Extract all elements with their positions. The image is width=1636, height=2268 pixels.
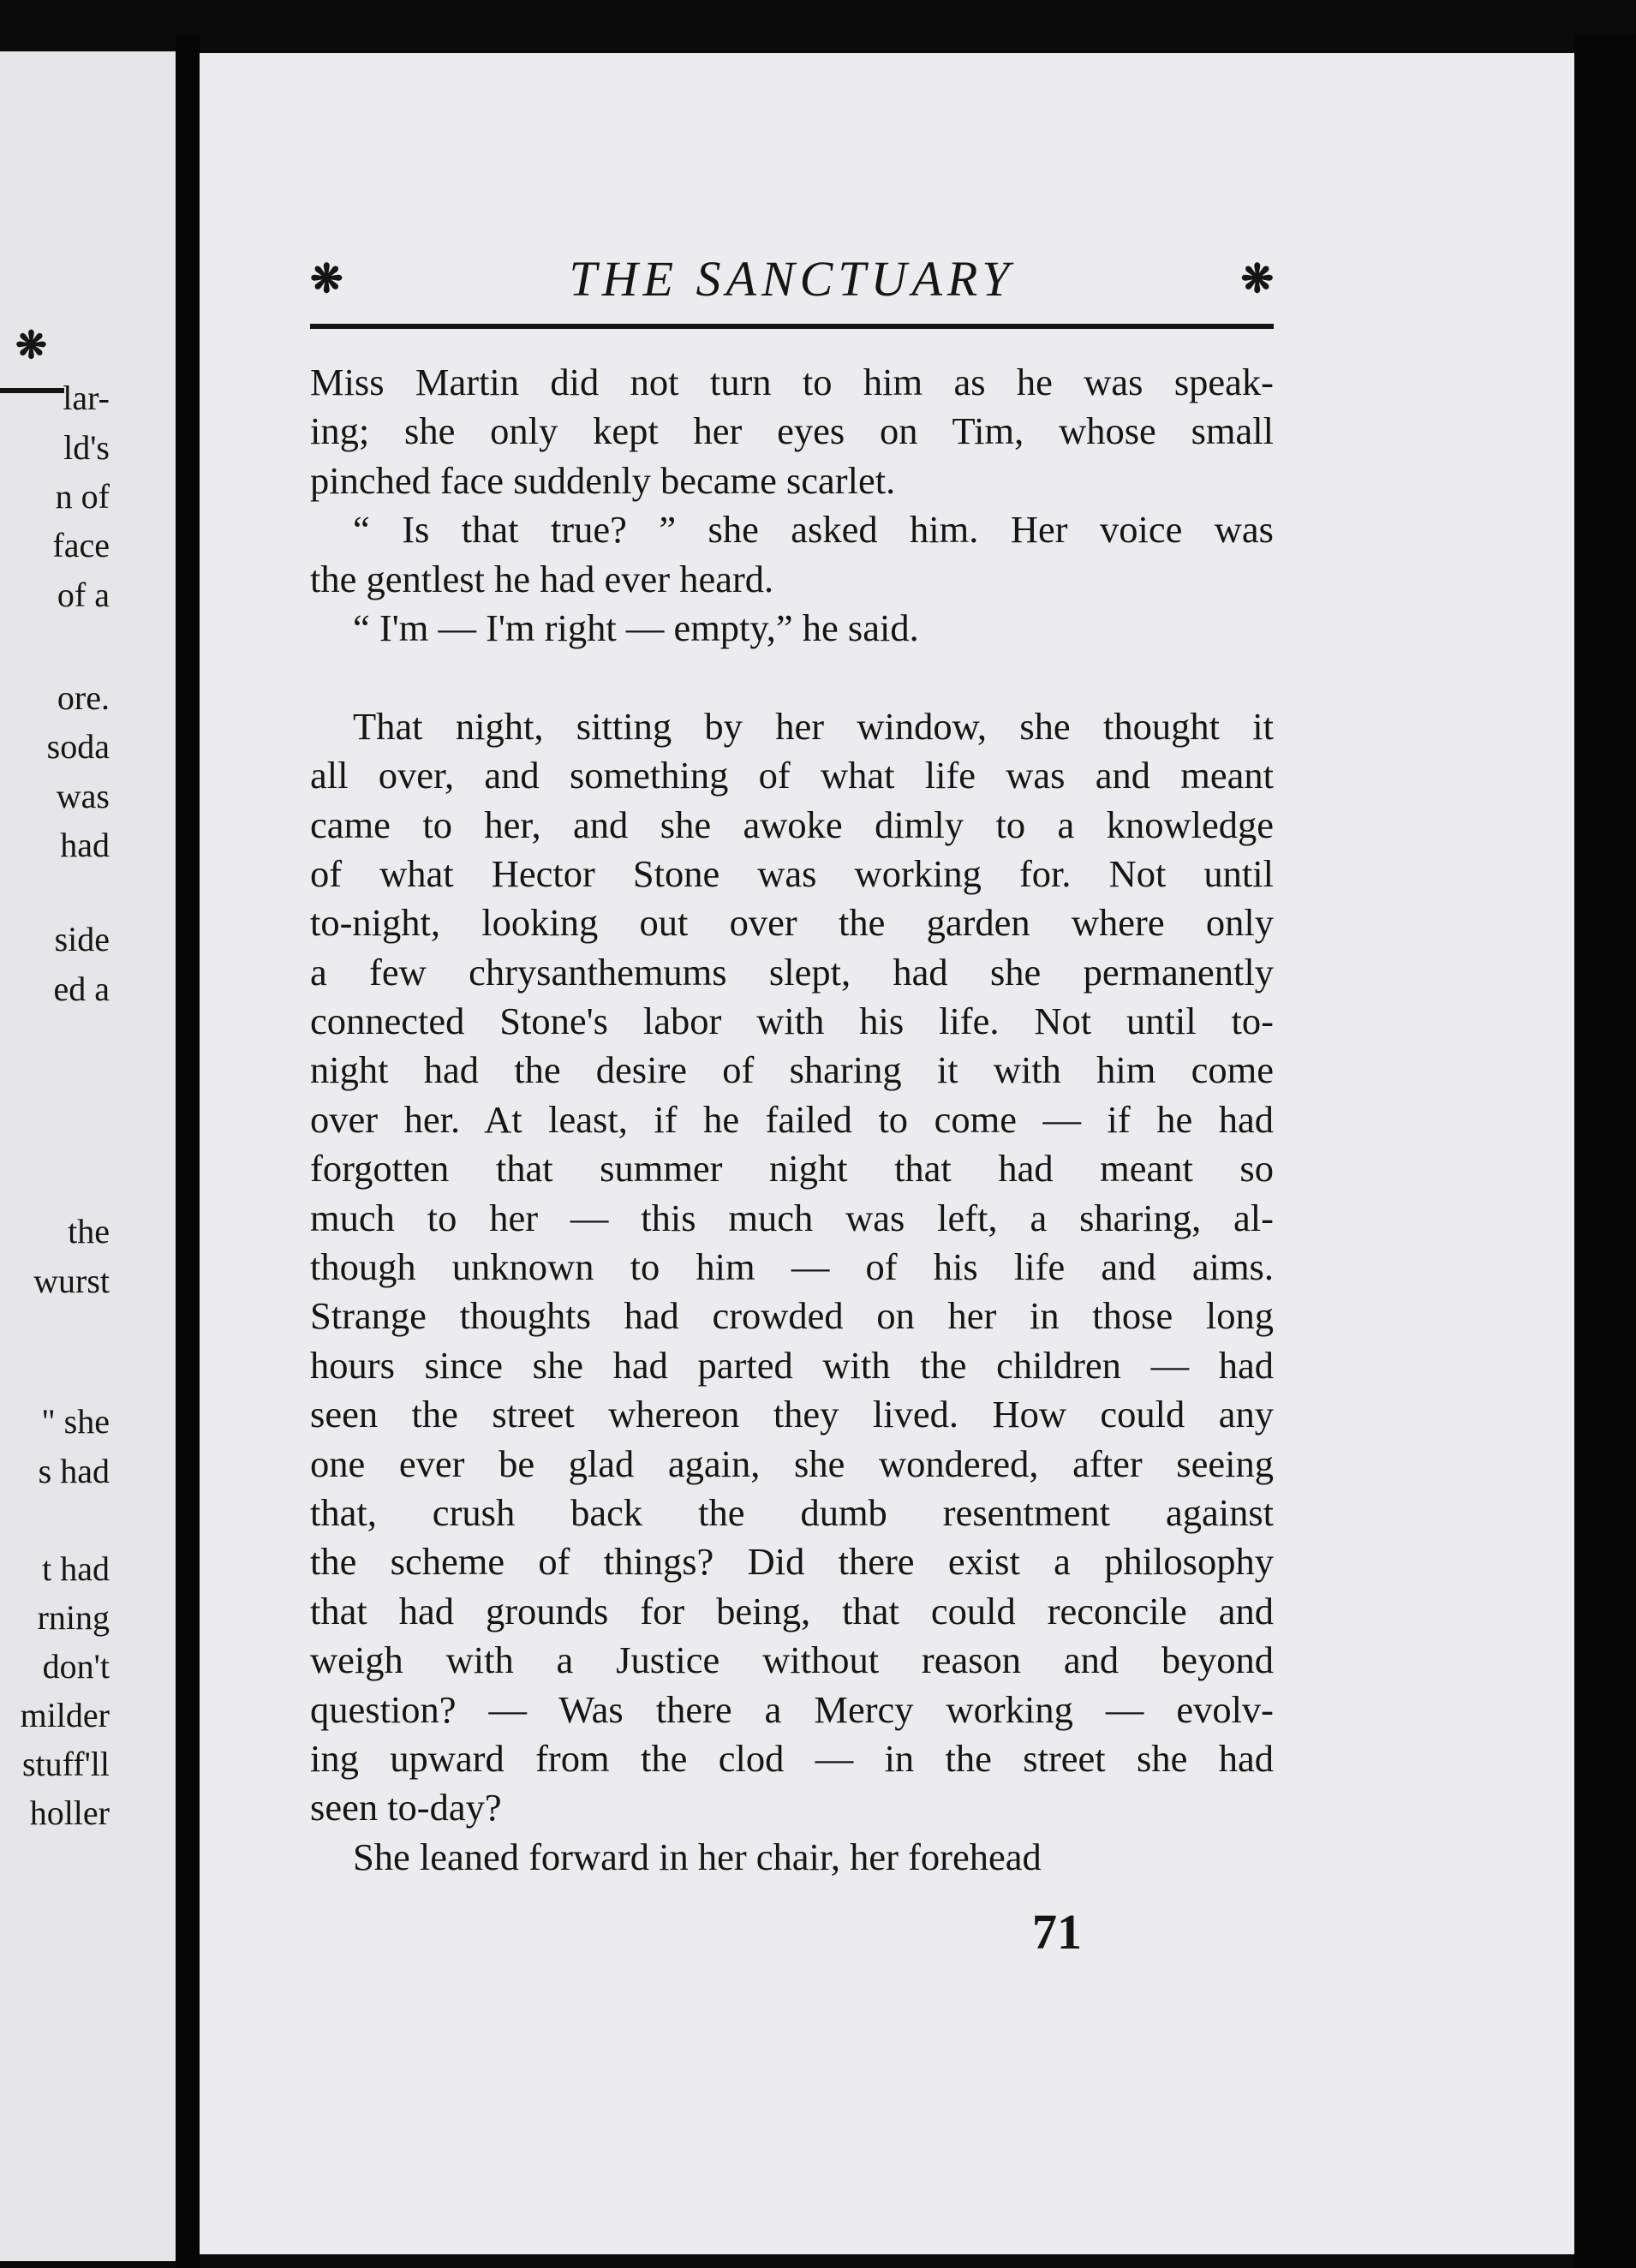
facing-page-fragment: was: [56, 777, 110, 815]
facing-page-fragment: milder: [20, 1696, 110, 1734]
facing-page-fragment: n of: [55, 477, 110, 516]
text-line: that, crush back the dumb resentment against: [310, 1490, 1274, 1534]
facing-page-fragment: ed a: [53, 970, 110, 1008]
text-line: question? — Was there a Mercy working — evolv-: [310, 1687, 1274, 1731]
text-line: hours since she had parted with the children — had: [310, 1343, 1274, 1387]
running-head: [310, 250, 1274, 310]
text-line: seen to-day?: [310, 1786, 502, 1829]
text-line: connected Stone's labor with his life. Not until to-: [310, 1000, 1274, 1043]
facing-page-fragment: side: [54, 920, 110, 958]
left-header-ornament: ❋: [15, 325, 47, 367]
body-text: [310, 358, 1274, 1882]
gutter: [176, 34, 200, 2268]
text-line: much to her — this much was left, a sharing, al-: [310, 1196, 1274, 1239]
text-line: “ I'm — I'm right — empty,” he said.: [353, 606, 919, 649]
text-line: over her. At least, if he failed to come — if he had: [310, 1097, 1274, 1141]
page-number: 71: [1032, 1904, 1082, 1960]
facing-page-fragment: holler: [29, 1794, 110, 1832]
text-line: night had the desire of sharing it with him come: [310, 1048, 1274, 1092]
facing-page-fragment: lar-: [63, 379, 110, 417]
text-line: one ever be glad again, she wondered, after seeing: [310, 1441, 1274, 1485]
text-line: ing upward from the clod — in the street she had: [310, 1736, 1274, 1780]
facing-page-fragment: soda: [46, 727, 110, 766]
text-line: weigh with a Justice without reason and beyond: [310, 1638, 1274, 1682]
text-line: forgotten that summer night that had meant so: [310, 1147, 1274, 1191]
page-title: THE SANCTUARY: [569, 251, 1015, 307]
facing-page-fragment: ld's: [63, 428, 110, 467]
facing-page-fragment: of a: [57, 576, 110, 614]
facing-page-fragment: face: [52, 526, 110, 564]
text-line: “ Is that true? ” she asked him. Her voice was: [353, 508, 1274, 552]
text-line: Strange thoughts had crowded on her in those long: [310, 1294, 1274, 1338]
facing-page-fragment: wurst: [33, 1262, 110, 1300]
text-line: That night, sitting by her window, she thought it: [353, 704, 1274, 748]
facing-page-fragment: ore.: [57, 678, 110, 717]
text-line: all over, and something of what life was and meant: [310, 754, 1274, 797]
text-line: ing; she only kept her eyes on Tim, whose small: [310, 409, 1274, 453]
facing-page-fragment: stuff'll: [21, 1745, 110, 1783]
header-rule: [310, 324, 1274, 329]
text-line: seen the street whereon they lived. How could any: [310, 1393, 1274, 1436]
text-line: the gentlest he had ever heard.: [310, 557, 774, 600]
text-line: the scheme of things? Did there exist a philosophy: [310, 1540, 1274, 1584]
facing-page-fragment: s had: [38, 1452, 110, 1490]
facing-page-fragment: had: [60, 826, 110, 864]
text-line: She leaned forward in her chair, her forehead: [353, 1835, 1042, 1878]
text-line: came to her, and she awoke dimly to a knowledge: [310, 803, 1274, 846]
facing-page-fragment: the: [68, 1212, 110, 1250]
ornament-right: ❋: [1240, 257, 1274, 301]
text-line: Miss Martin did not turn to him as he was speak-: [310, 361, 1274, 403]
page-edge: [1574, 34, 1636, 2268]
text-line: a few chrysanthemums slept, had she permanently: [310, 950, 1274, 994]
facing-page-fragment: rning: [37, 1598, 110, 1637]
text-line: of what Hector Stone was working for. Not until: [310, 851, 1274, 895]
facing-page-fragment: don't: [42, 1647, 110, 1686]
facing-page: [0, 51, 176, 2261]
ornament-left: ❋: [310, 257, 343, 301]
facing-page-fragment: t had: [42, 1549, 110, 1588]
text-line: though unknown to him — of his life and aims.: [310, 1245, 1274, 1289]
text-line: pinched face suddenly became scarlet.: [310, 458, 896, 502]
facing-page-fragment: " she: [41, 1402, 110, 1441]
text-line: that had grounds for being, that could reconcile and: [310, 1589, 1274, 1632]
text-line: to-night, looking out over the garden where only: [310, 901, 1274, 945]
text-line: [310, 653, 1274, 701]
